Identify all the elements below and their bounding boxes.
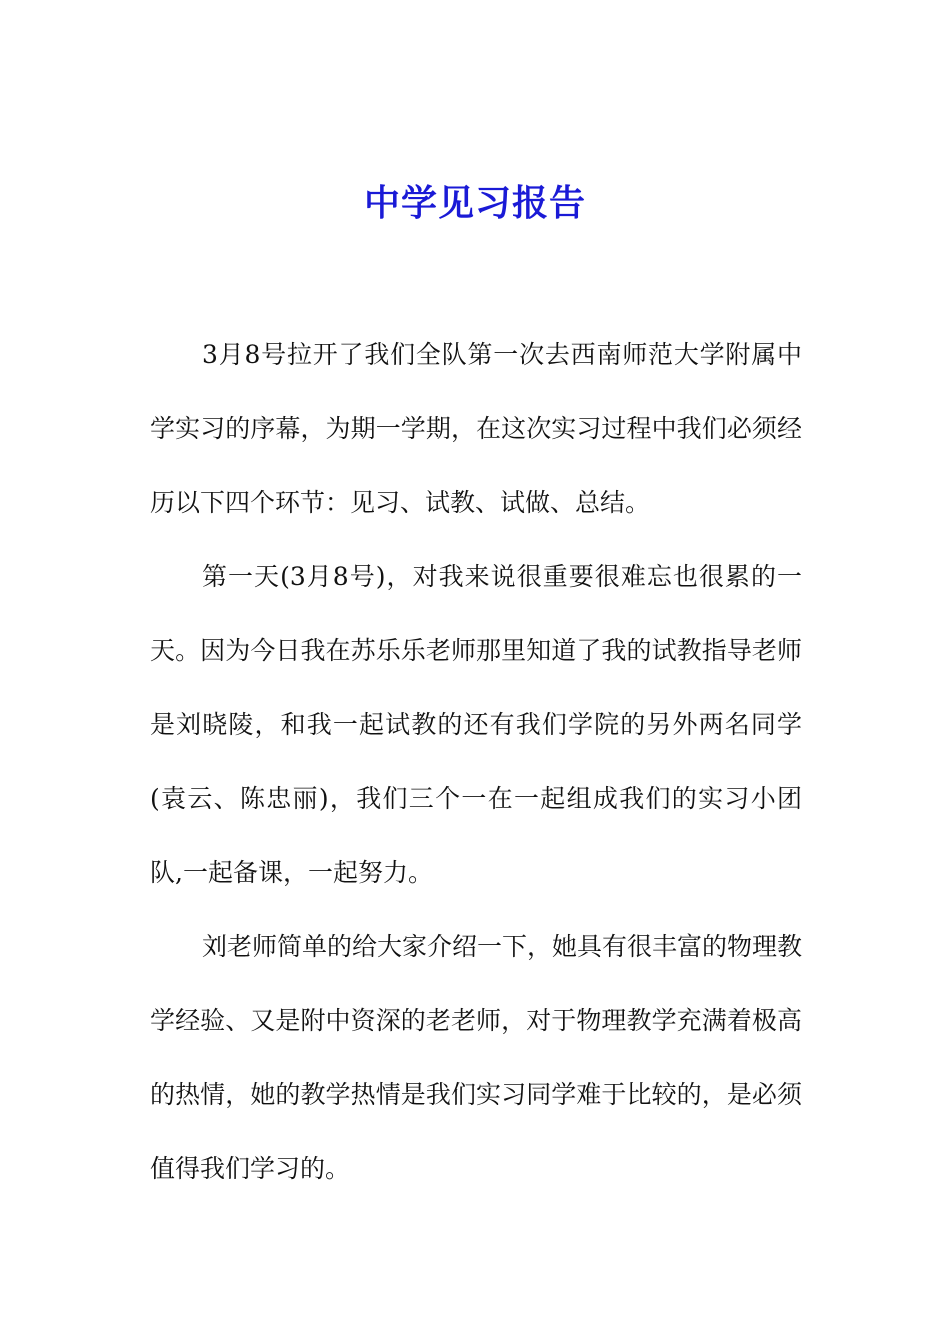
paragraph-1: 3月8号拉开了我们全队第一次去西南师范大学附属中学实习的序幕，为期一学期，在这次实习过程中我们必须经历以下四个环节：见习、试教、试做、总结。 <box>150 340 802 517</box>
document-title: 中学见习报告 <box>363 182 586 224</box>
paragraph-3: 刘老师简单的给大家介绍一下，她具有很丰富的物理教学经验、又是附中资深的老老师，对于物理教学充满着极高的热情，她的教学热情是我们实习同学难于比较的，是必须值得我们学习的。 <box>150 932 803 1183</box>
paragraph-2: 第一天(3月8号)，对我来说很重要很难忘也很累的一天。因为今日我在苏乐乐老师那里知道了我的试教指导老师是刘晓陵，和我一起试教的还有我们学院的另外两名同学(袁云、陈忠丽)，我们三个一在一起组成我们的实习小团队,一起备课，一起努力。 <box>150 562 802 887</box>
document-body <box>150 318 802 1206</box>
